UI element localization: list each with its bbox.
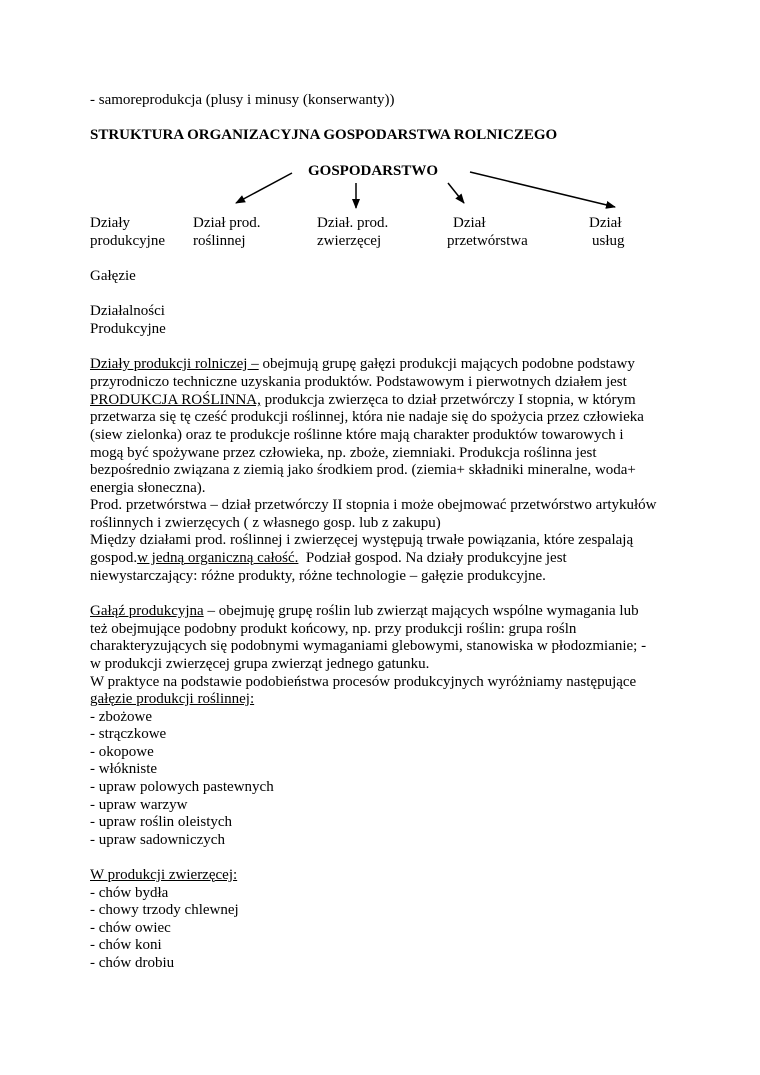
branch-label: zwierzęcej [317,233,382,249]
list-item: - chów bydła [90,885,169,901]
paragraph-line: przetwarza się tę cześć produkcji roślinnej, która nie nadaje się do spożycia przez człowieka [90,409,644,425]
paragraph-line: niewystarczający: różne produkty, różne technologie – gałęzie produkcyjne. [90,568,546,584]
list-heading: gałęzie produkcji roślinnej: [90,691,255,707]
list-item: - upraw warzyw [90,797,188,813]
text-span: – obejmuję grupę roślin lub zwierząt mających wspólne wymagania lub [203,603,639,619]
diagram-galezie: Gałęzie [90,268,136,284]
intro-line: - samoreprodukcja (plusy i minusy (konserwanty)) [90,92,395,108]
branch-label: Dział. prod. [317,215,389,231]
paragraph-line: roślinnych i zwierzęcych ( z własnego gosp. lub z zakupu) [90,515,441,531]
paragraph-line: (siew zielonka) oraz te produkcje roślinne które mają charakter produktów towarowych i [90,427,624,443]
paragraph-line: w produkcji zwierzęcej grupa zwierząt jednego gatunku. [90,656,430,672]
list-item: - chów owiec [90,920,171,936]
list-item: - chowy trzody chlewnej [90,902,239,918]
list-item: - strączkowe [90,726,167,742]
term-underlined: Działy produkcji rolniczej – [90,356,259,372]
text-span: obejmują grupę gałęzi produkcji mających podobne podstawy [258,356,635,372]
branch-label: przetwórstwa [447,233,528,249]
paragraph-line [90,603,639,620]
list-item: - zbożowe [90,709,153,725]
branch-label: Dział [453,215,486,231]
term-underlined: Gałąź produkcyjna [90,603,204,619]
paragraph-line [90,356,635,373]
list-item: - upraw sadowniczych [90,832,225,848]
page-title: STRUKTURA ORGANIZACYJNA GOSPODARSTWA ROLNICZEGO [90,127,558,143]
arrow-to-processing [448,183,464,203]
paragraph-line: Prod. przetwórstwa – dział przetwórczy II stopnia i może obejmować przetwórstwo artykułów [90,497,657,513]
branch-label: Dział prod. [193,215,261,231]
paragraph-line [90,550,567,567]
branch-label: usług [592,233,625,249]
term-underlined: w jedną organiczną całość. [137,550,299,566]
diagram-dzialalnosci: Działalności [90,303,165,319]
branch-label: roślinnej [193,233,246,249]
list-item: - włókniste [90,761,158,777]
branch-label: Działy [90,215,130,231]
paragraph-line: mogą być spożywane przez człowieka, np. zboże, ziemniaki. Produkcja roślinna jest [90,445,597,461]
list-item: - upraw polowych pastewnych [90,779,274,795]
paragraph-line [90,392,636,409]
text-span: produkcja zwierzęca to dział przetwórczy I stopnia, w którym [260,392,636,408]
paragraph-line: Między działami prod. roślinnej i zwierzęcej występują trwałe powiązania, które zespalają [90,532,634,548]
branch-label: produkcyjne [90,233,165,249]
branch-label: Dział [589,215,622,231]
text-span: gospod. [90,550,138,566]
arrow-to-plant [236,173,292,203]
paragraph-line: energia słoneczna). [90,480,206,496]
list-item: - okopowe [90,744,154,760]
list-heading: W produkcji zwierzęcej: [90,867,238,883]
paragraph-line: przyrodniczo techniczne uzyskania produktów. Podstawowym i pierwotnych działem jest [90,374,627,390]
paragraph-line: bezpośrednio związana z ziemią jako środkiem prod. (ziemia+ składniki mineralne, woda+ [90,462,636,478]
list-item: - chów drobiu [90,955,175,971]
term-underlined: PRODUKCJA ROŚLINNA, [90,392,261,408]
list-item: - chów koni [90,937,162,953]
diagram-root: GOSPODARSTWO [308,163,439,179]
arrow-to-services [470,172,615,207]
list-item: - upraw roślin oleistych [90,814,233,830]
paragraph-line: też obejmujące podobny produkt końcowy, np. przy produkcji roślin: grupa rośln [90,621,577,637]
diagram-dzialalnosci: Produkcyjne [90,321,166,337]
text-span: Podział gospod. Na działy produkcyjne jest [298,550,567,566]
paragraph-line: charakteryzujących się podobnymi wymaganiami glebowymi, stanowiska w płodozmianie; - [90,638,647,654]
paragraph-line: W praktyce na podstawie podobieństwa procesów produkcyjnych wyróżniamy następujące [90,674,637,690]
